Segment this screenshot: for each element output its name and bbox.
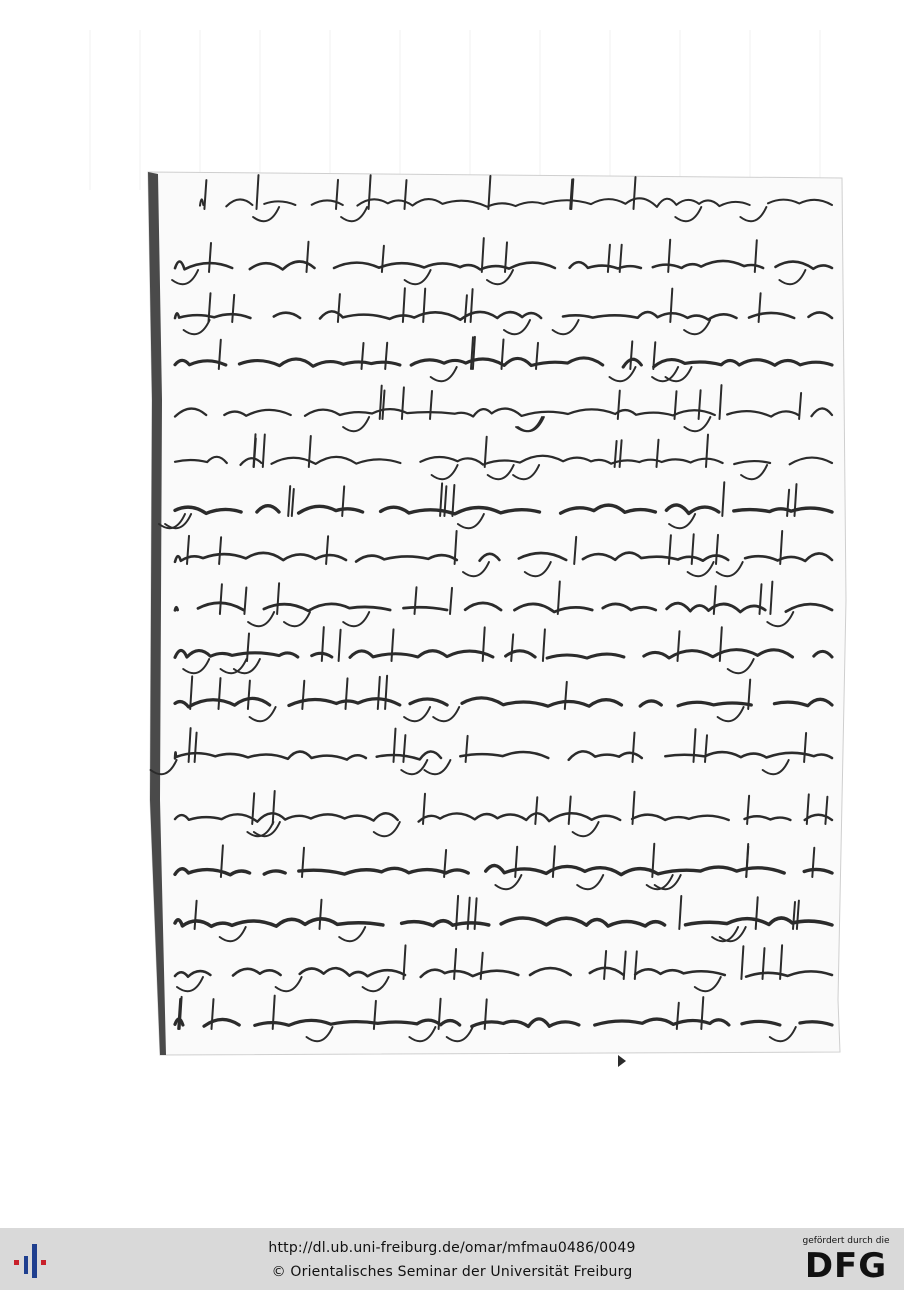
copyright-notice: © Orientalisches Seminar der Universität Freiburg [271,1264,633,1280]
footer-bar [0,1228,904,1290]
dfg-logo [798,1234,894,1286]
document-url[interactable]: http://dl.ub.uni-freiburg.de/omar/mfmau0486/0049 [268,1240,636,1256]
dfg-tagline: gefördert durch die [802,1236,890,1246]
dfg-wordmark: DFG [804,1246,888,1286]
